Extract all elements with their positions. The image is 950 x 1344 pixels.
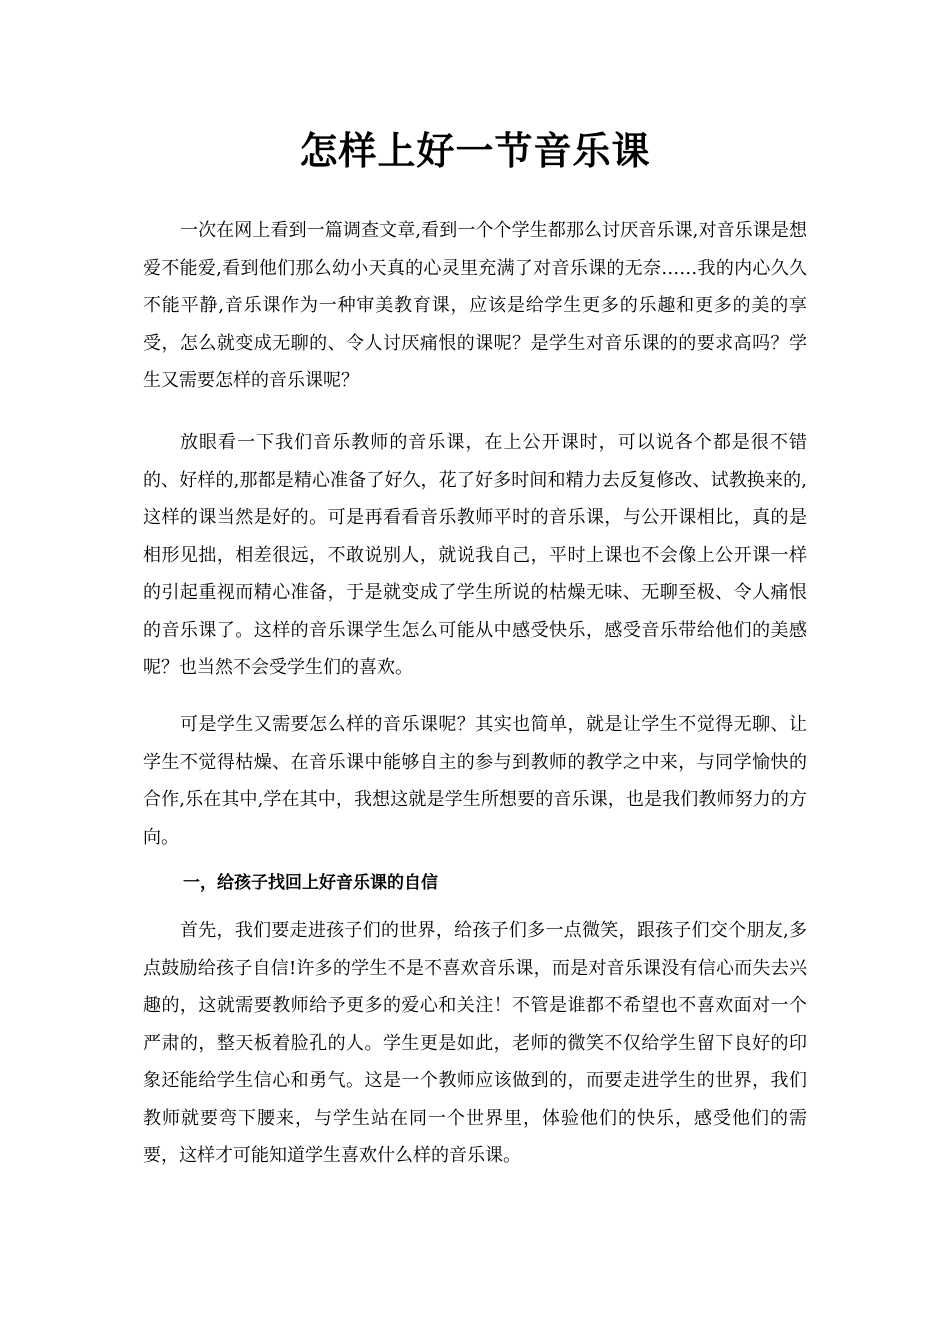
paragraph-section-1: 首先，我们要走进孩子们的世界，给孩子们多一点微笑，跟孩子们交个朋友,多点鼓励给孩子自信!许多的学生不是不喜欢音乐课，而是对音乐课没有信心而失去兴趣的，这就需要教师给予更多的爱心和关注！不管是谁都不希望也不喜欢面对一个严肃的，整天板着脸孔的人。学生更是如此，老师的微笑不仅给学生留下良好的印象还能给学生信心和勇气。这是一个教师应该做到的，而要走进学生的世界，我们教师就要弯下腰来，与学生站在同一个世界里，体验他们的快乐，感受他们的需要，这样才可能知道学生喜欢什么样的音乐课。 (143, 920, 807, 1166)
paragraph-intro: 一次在网上看到一篇调查文章,看到一个个学生都那么讨厌音乐课,对音乐课是想爱不能爱,看到他们那么幼小天真的心灵里充满了对音乐课的无奈……我的内心久久不能平静,音乐课作为一种审美教育课，应该是给学生更多的乐趣和更多的美的享受，怎么就变成无聊的、令人讨厌痛恨的课呢？是学生对音乐课的的要求高吗？学生又需要怎样的音乐课呢？ (143, 220, 807, 391)
paragraph-student-needs: 可是学生又需要怎么样的音乐课呢？其实也简单，就是让学生不觉得无聊、让学生不觉得枯燥、在音乐课中能够自主的参与到教师的教学之中来，与同学愉快的合作,乐在其中,学在其中，我想这就是学生所想要的音乐课，也是我们教师努力的方向。 (143, 714, 807, 848)
paragraph-open-class: 放眼看一下我们音乐教师的音乐课，在上公开课时，可以说各个都是很不错的、好样的,那都是精心准备了好久，花了好多时间和精力去反复修改、试教换来的,这样的课当然是好的。可是再看看音乐教师平时的音乐课，与公开课相比，真的是相形见拙，相差很远，不敢说别人，就说我自己，平时上课也不会像上公开课一样的引起重视而精心准备，于是就变成了学生所说的枯燥无味、无聊至极、令人痛恨的音乐课了。这样的音乐课学生怎么可能从中感受快乐，感受音乐带给他们的美感呢？也当然不会受学生们的喜欢。 (143, 432, 807, 678)
document-title: 怎样上好一节音乐课 (299, 128, 651, 173)
section-heading: 一，给孩子找回上好音乐课的自信 (183, 873, 438, 893)
